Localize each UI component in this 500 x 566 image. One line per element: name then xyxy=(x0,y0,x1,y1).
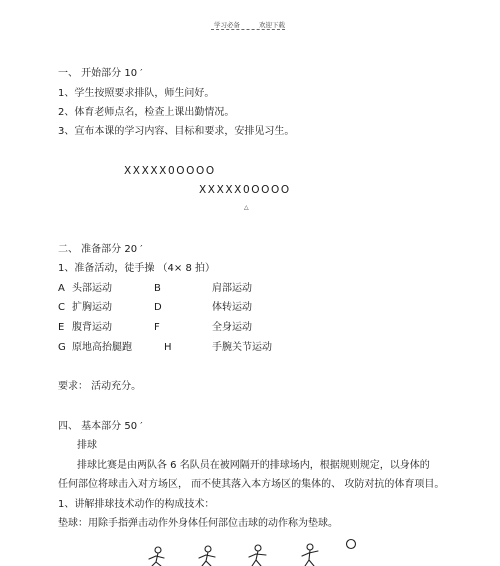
section4-paragraph-line-1: 排球比赛是由两队各 6 名队员在被网隔开的排球场内，根据规则规定，以身体的 xyxy=(77,460,430,471)
section4-topic: 排球 xyxy=(77,440,97,451)
volleyball-pass-illustration xyxy=(140,538,370,566)
exercise-letter: A xyxy=(58,283,65,294)
exercise-name: 头部运动 xyxy=(72,283,112,294)
section4-paragraph-line-2: 任何部位将球击入对方场区， 而不使其落入本方场区的集体的、 攻防对抗的体育项目。 xyxy=(58,479,445,490)
exercise-letter: F xyxy=(154,322,160,333)
exercise-name: 手腕关节运动 xyxy=(212,342,272,353)
teacher-marker-icon: △ xyxy=(244,204,249,211)
section4-item-2: 垫球：用除手指弹击动作外身体任何部位击球的动作称为垫球。 xyxy=(58,518,338,529)
exercise-letter: C xyxy=(58,302,65,313)
formation-row-2: XXXXX0OOOO xyxy=(199,184,291,196)
section1-item-3: 3、宣布本课的学习内容、目标和要求，安排见习生。 xyxy=(58,126,295,137)
exercise-letter: E xyxy=(58,322,65,333)
section1-title: 一、 开始部分 10 ′ xyxy=(58,68,143,79)
section1-item-2: 2、体育老师点名，检查上课出勤情况。 xyxy=(58,107,235,118)
exercise-letter: H xyxy=(164,342,172,353)
exercise-name: 腹背运动 xyxy=(72,322,112,333)
formation-row-1: XXXXX0OOOO xyxy=(124,165,216,177)
volleyball-icon xyxy=(347,540,356,549)
section2-subtitle: 1、准备活动，徒手操 （4× 8 拍） xyxy=(58,263,216,274)
section4-title: 四、 基本部分 50 ′ xyxy=(58,421,143,432)
exercise-name: 扩胸运动 xyxy=(72,302,112,313)
player-figure-2 xyxy=(199,546,215,566)
header-divider xyxy=(211,29,285,30)
exercise-letter: G xyxy=(58,342,66,353)
section2-title: 二、 准备部分 20 ′ xyxy=(58,244,143,255)
header-right: 欢迎下载 xyxy=(259,21,285,29)
player-figure-1 xyxy=(149,547,164,566)
exercise-name: 全身运动 xyxy=(212,322,252,333)
exercise-name: 原地高抬腿跑 xyxy=(72,342,132,353)
header-left: 学习必备 xyxy=(214,21,240,29)
section1-item-1: 1、学生按照要求排队，师生问好。 xyxy=(58,88,215,99)
player-figure-3 xyxy=(249,545,266,566)
exercise-name: 肩部运动 xyxy=(212,283,252,294)
exercise-letter: D xyxy=(154,302,162,313)
player-figure-4 xyxy=(302,544,318,566)
requirement-text: 要求： 活动充分。 xyxy=(58,381,142,392)
exercise-letter: B xyxy=(154,283,161,294)
section4-item-1: 1、讲解排球技术动作的构成技术： xyxy=(58,499,215,510)
exercise-name: 体转运动 xyxy=(212,302,252,313)
